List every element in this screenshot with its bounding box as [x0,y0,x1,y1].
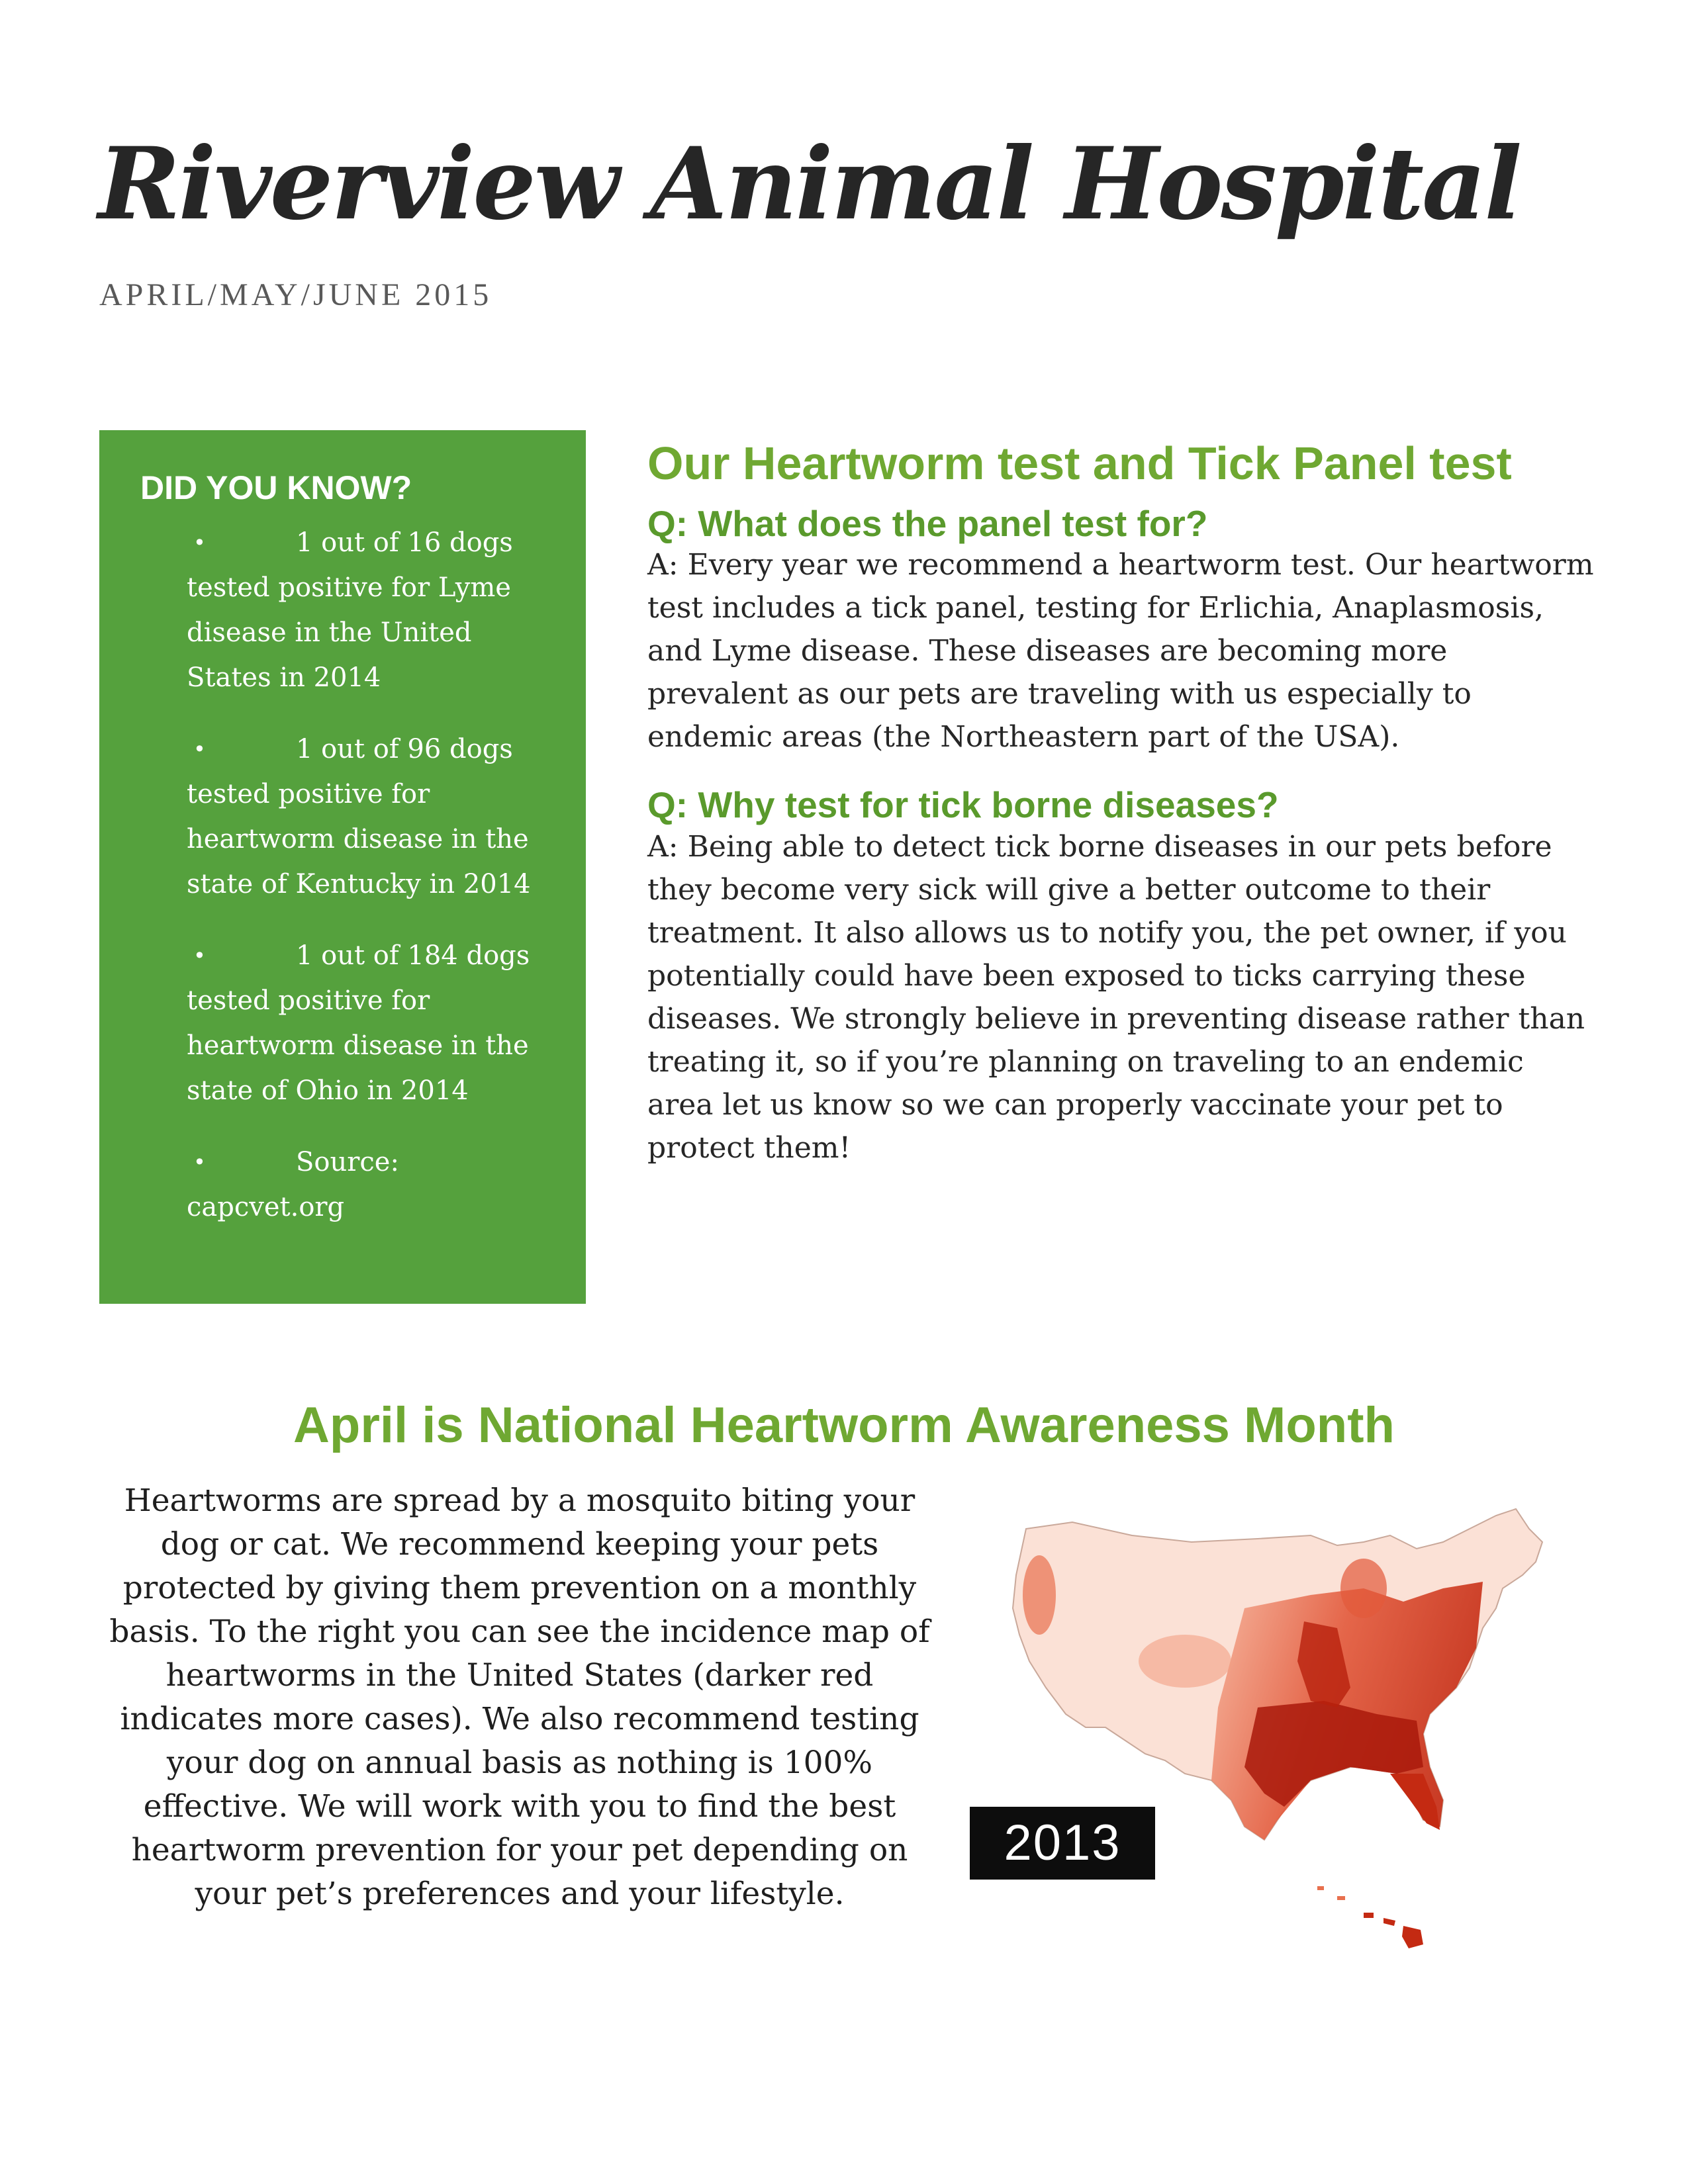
answer-2: A: Being able to detect tick borne diseases in our pets before they become very sick will give a better outcome to their treatment. It also allows us to notify you, the pet owner, if you potentially could have been exposed to ticks carrying these diseases. We strongly believe in preventing disease rather than treating it, so if you’re planning on traveling to an endemic area let us know so we can properly vaccinate your pet to protect them! [647,829,1585,1165]
alaska-dots [1317,1886,1345,1900]
issue-date: APRIL/MAY/JUNE 2015 [99,277,492,312]
bullet-icon: • [193,530,206,555]
hawaii-shape [1364,1913,1423,1948]
plains-patch [1139,1635,1231,1688]
michigan-patch [1340,1559,1387,1618]
awareness-heading: April is National Heartworm Awareness Month [293,1397,1395,1453]
fact-text: 1 out of 16 dogs tested positive for Lyme disease in the United States in 2014 [187,527,513,693]
newsletter-title: Riverview Animal Hospital [98,126,1521,242]
map-year-label: 2013 [970,1807,1155,1880]
question-2: Q: Why test for tick borne diseases? [647,784,1279,825]
did-you-know-heading: DID YOU KNOW? [140,469,412,506]
bullet-icon: • [193,737,206,762]
fact-list [140,520,553,1230]
fact-item [140,520,553,700]
west-coast-patch [1023,1555,1056,1635]
answer-1: A: Every year we recommend a heartworm test. Our heartworm test includes a tick panel, testing for Erlichia, Anaplasmosis, and Lyme disease. These diseases are becoming more prevalent as our pets are traveling with us especially to endemic areas (the Northeastern part of the USA). [647,548,1594,754]
article-column [647,437,1594,1196]
us-map-icon [966,1489,1595,1952]
awareness-body: Heartworms are spread by a mosquito biting your dog or cat. We recommend keeping your pets protected by giving them prevention on a monthly basis. To the right you can see the incidence map of heartworms in the United States (darker red indicates more cases). We also recommend testing your dog on annual basis as nothing is 100% effective. We will work with you to find the best heartworm prevention for your pet depending on your pet’s preferences and your lifestyle. [109,1482,930,1912]
fact-item [140,1140,553,1230]
fact-source: Source: capcvet.org [187,1147,399,1222]
did-you-know-box [99,430,586,1304]
bullet-icon: • [193,1150,206,1175]
fact-text: 1 out of 184 dogs tested positive for heartworm disease in the state of Ohio in 2014 [187,940,530,1106]
question-1: Q: What does the panel test for? [647,502,1208,544]
fact-item [140,933,553,1113]
bullet-icon: • [193,943,206,968]
heartworm-incidence-map [966,1489,1595,1952]
fact-item [140,727,553,907]
article-heading: Our Heartworm test and Tick Panel test [647,437,1512,489]
fact-text: 1 out of 96 dogs tested positive for heartworm disease in the state of Kentucky in 2014 [187,734,531,899]
